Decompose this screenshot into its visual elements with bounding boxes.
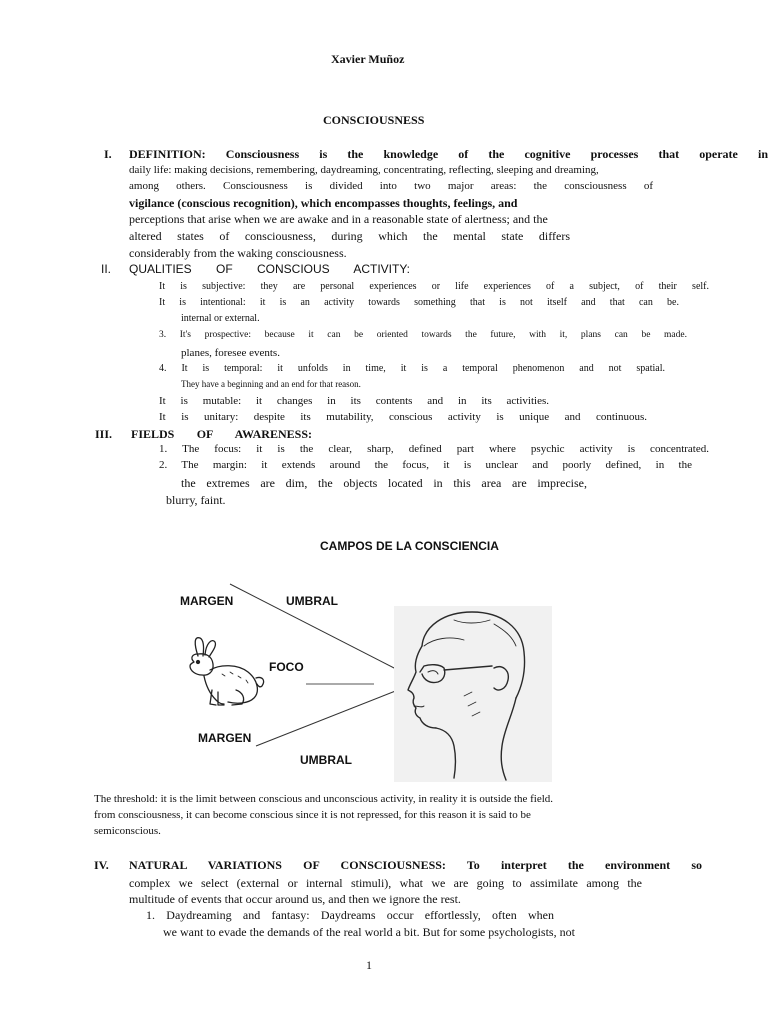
quality-item-continuation: planes, foresee events.: [181, 347, 280, 359]
section-1-number: I.: [104, 147, 112, 161]
threshold-line: The threshold: it is the limit between conscious and unconscious activity, in reality it is outside the field.: [94, 793, 554, 805]
section-3-heading: FIELDS OF AWARENESS:: [131, 427, 312, 441]
section-1-line: vigilance (conscious recognition), which encompasses thoughts, feelings, and: [129, 196, 518, 210]
section-4-item: 1. Daydreaming and fantasy: Daydreams occur effortlessly, often when: [146, 908, 554, 922]
threshold-line: from consciousness, it can become conscious since it is not repressed, for this reason it is said to be: [94, 809, 531, 821]
section-1-line: perceptions that arise when we are awake and in a reasonable state of alertness; and the: [129, 212, 548, 226]
fields-of-awareness-diagram: [160, 570, 560, 790]
section-1-line: among others. Consciousness is divided into two major areas: the consciousness of: [129, 180, 653, 192]
section-4-line: complex we select (external or internal stimuli), what we are going to assimilate among the: [129, 876, 642, 890]
quality-item: It is intentional: it is an activity towards something that is not itself and that can be.: [159, 297, 679, 308]
section-1-heading: DEFINITION: Consciousness is the knowledge of the cognitive processes that operate in: [129, 147, 768, 161]
quality-item: 3. It's prospective: because it can be oriented towards the future, with it, plans can be made.: [159, 330, 687, 340]
diagram-title: CAMPOS DE LA CONSCIENCIA: [320, 539, 499, 553]
threshold-line: semiconscious.: [94, 825, 161, 837]
umbral-label-bottom: UMBRAL: [300, 753, 352, 767]
quality-item-continuation: They have a beginning and an end for that reason.: [181, 379, 361, 389]
section-4-item-continuation: we want to evade the demands of the real world a bit. But for some psychologists, not: [163, 925, 575, 939]
page-number: 1: [366, 958, 372, 972]
section-4-heading: NATURAL VARIATIONS OF CONSCIOUSNESS: To interpret the environment so: [129, 858, 702, 872]
quality-item: It is unitary: despite its mutability, conscious activity is unique and continuous.: [159, 411, 647, 423]
rabbit-icon: [176, 634, 276, 710]
author-name: Xavier Muñoz: [331, 52, 405, 66]
section-4-number: IV.: [94, 858, 109, 872]
section-2-heading: QUALITIES OF CONSCIOUS ACTIVITY:: [129, 262, 410, 276]
section-1-line: considerably from the waking consciousness.: [129, 246, 347, 260]
field-item: 1. The focus: it is the clear, sharp, defined part where psychic activity is concentrated.: [159, 443, 709, 455]
quality-item: It is subjective: they are personal experiences or life experiences of a subject, of their self.: [159, 281, 709, 292]
quality-item: It is mutable: it changes in its contents and in its activities.: [159, 395, 549, 407]
section-2-number: II.: [101, 262, 112, 276]
quality-item-continuation: internal or external.: [181, 313, 260, 324]
lower-threshold-line: [256, 690, 398, 746]
field-item-continuation: the extremes are dim, the objects located in this area are imprecise,: [181, 476, 587, 490]
margen-label-bottom: MARGEN: [198, 731, 252, 745]
field-item-continuation: blurry, faint.: [166, 493, 226, 507]
foco-label: FOCO: [269, 660, 304, 674]
section-3-number: III.: [95, 427, 113, 441]
section-1-line: daily life: making decisions, remembering, daydreaming, concentrating, reflecting, sleeping and dreaming,: [129, 164, 599, 176]
document-title: CONSCIOUSNESS: [323, 113, 425, 127]
head-profile-icon: [394, 606, 552, 782]
quality-item: 4. It is temporal: it unfolds in time, it is a temporal phenomenon and not spatial.: [159, 363, 665, 374]
margen-label-top: MARGEN: [180, 594, 234, 608]
section-4-line: multitude of events that occur around us, and then we ignore the rest.: [129, 892, 461, 906]
section-1-line: altered states of consciousness, during which the mental state differs: [129, 229, 570, 243]
umbral-label-top: UMBRAL: [286, 594, 338, 608]
field-item: 2. The margin: it extends around the focus, it is unclear and poorly defined, in the: [159, 459, 692, 471]
